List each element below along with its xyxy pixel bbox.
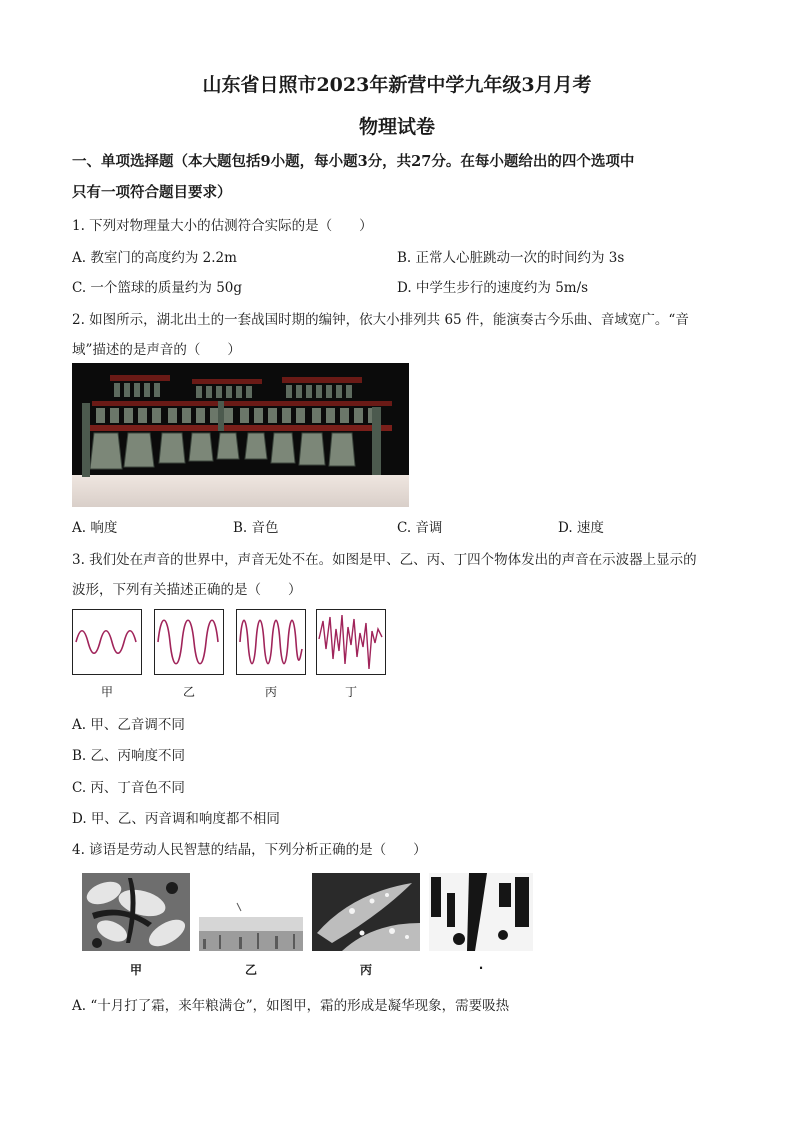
q3-stem-line2: 波形，下列有关描述正确的是（ ） (72, 582, 302, 598)
q2-option-d: D. 速度 (558, 520, 604, 536)
waveform-bing (236, 609, 306, 675)
fog-photo-yi (199, 873, 303, 951)
photo-label-yi: 乙 (244, 963, 257, 977)
exam-subtitle: 物理试卷 (358, 116, 435, 138)
photo-label-bing: 丙 (359, 963, 372, 977)
q1-option-a: A. 教室门的高度约为 2.2m (72, 250, 237, 266)
snow-photo-ding (429, 873, 533, 951)
waveform-label-ding: 丁 (344, 685, 357, 699)
q2-option-c: C. 音调 (397, 520, 443, 536)
q2-stem-line1: 2. 如图所示，湖北出土的一套战国时期的编钟，依大小排列共 65 件，能演奏古今乐曲、音域宽广。“音 (72, 312, 689, 328)
q1-option-b: B. 正常人心脏跳动一次的时间约为 3s (397, 250, 625, 266)
exam-title: 山东省日照市2023年新营中学九年级3月月考 (202, 74, 592, 96)
waveform-label-jia: 甲 (100, 685, 113, 699)
q3-option-b: B. 乙、丙响度不同 (72, 748, 186, 764)
frost-photo-jia (82, 873, 190, 951)
section-heading-line1: 一、单项选择题（本大题包括9小题，每小题3分，共27分。在每小题给出的四个选项中 (72, 153, 635, 170)
q4-stem: 4. 谚语是劳动人民智慧的结晶，下列分析正确的是（ ） (72, 842, 427, 858)
q3-option-c: C. 丙、丁音色不同 (72, 780, 185, 796)
q2-stem-line2: 域”描述的是声音的（ ） (72, 342, 241, 358)
waveform-label-yi: 乙 (182, 685, 195, 699)
waveform-jia (72, 609, 142, 675)
section-heading-line2: 只有一项符合题目要求） (72, 184, 232, 201)
bianzhong-bells-photo (72, 363, 409, 507)
q1-stem: 1. 下列对物理量大小的估测符合实际的是（ ） (72, 218, 373, 234)
q1-option-c: C. 一个篮球的质量约为 50g (72, 280, 243, 296)
q2-option-a: A. 响度 (72, 520, 118, 536)
dew-photo-bing (312, 873, 420, 951)
q2-option-b: B. 音色 (233, 520, 279, 536)
q1-option-d: D. 中学生步行的速度约为 5m/s (397, 280, 589, 296)
q4-option-a: A. “十月打了霜，来年粮满仓”，如图甲，霜的形成是凝华现象，需要吸热 (72, 998, 510, 1014)
photo-label-ding: · (478, 961, 484, 975)
q3-option-a: A. 甲、乙音调不同 (72, 717, 185, 733)
waveform-yi (154, 609, 224, 675)
waveform-ding (316, 609, 386, 675)
q3-option-d: D. 甲、乙、丙音调和响度都不相同 (72, 811, 280, 827)
waveform-label-bing: 丙 (264, 685, 277, 699)
q3-stem-line1: 3. 我们处在声音的世界中，声音无处不在。如图是甲、乙、丙、丁四个物体发出的声音在示波器上显示的 (72, 552, 697, 568)
photo-label-jia: 甲 (129, 963, 142, 977)
